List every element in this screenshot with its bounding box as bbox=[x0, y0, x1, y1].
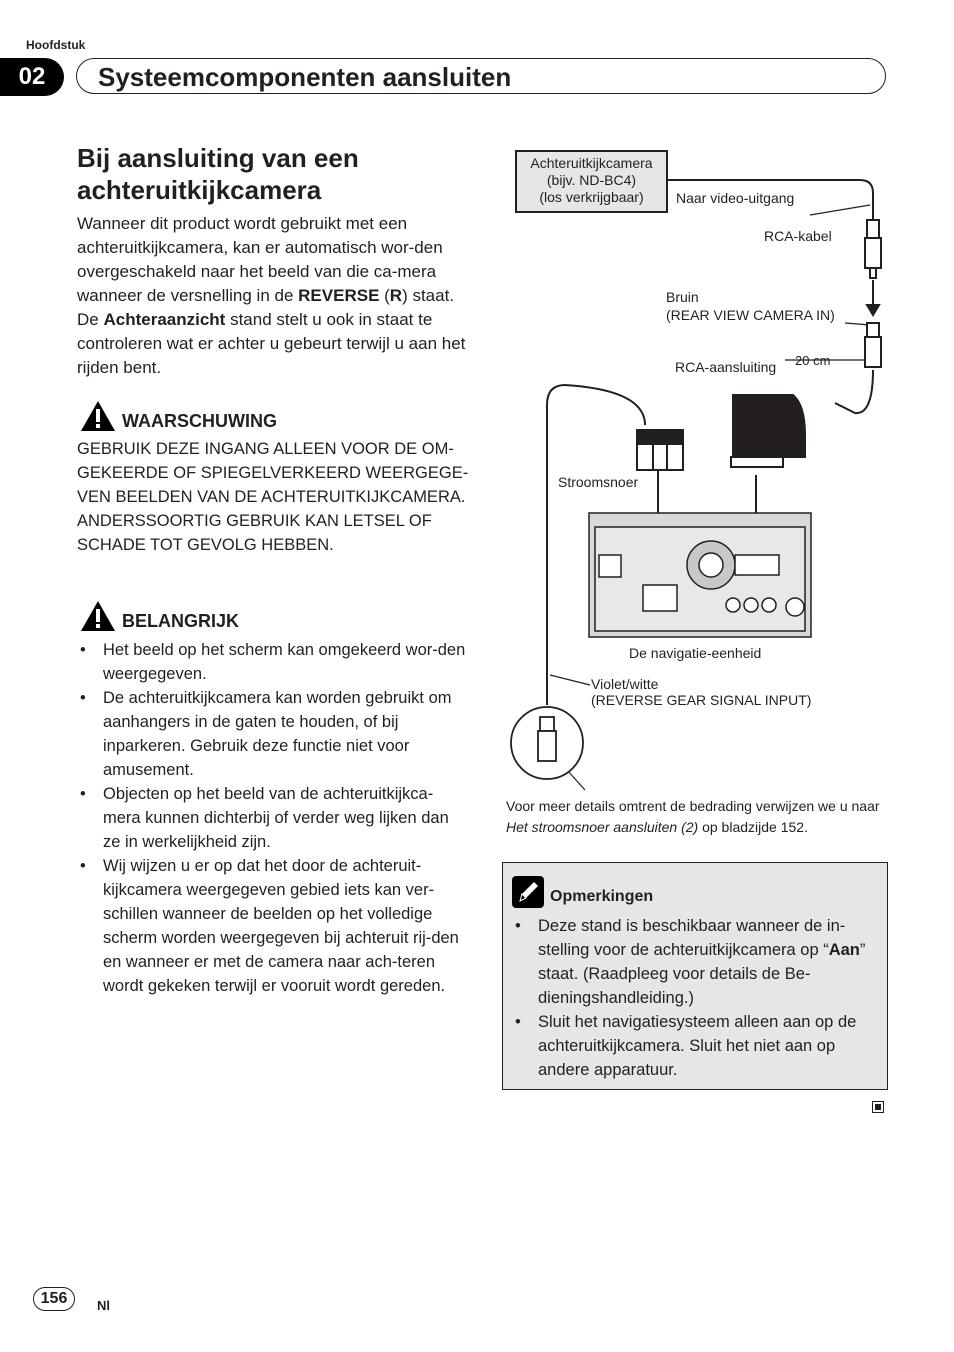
note-text: ” staat. (Raadpleeg voor details de Be-dieningshandleiding.) bbox=[538, 941, 866, 1007]
intro-text: ) staat. De bbox=[77, 286, 455, 329]
chapter-number: 02 bbox=[0, 58, 64, 96]
notes-list bbox=[512, 914, 878, 1082]
navigation-unit-icon bbox=[589, 513, 811, 637]
chapter-title: Systeemcomponenten aansluiten bbox=[98, 62, 512, 92]
caption-reference: Het stroomsnoer aansluiten (2) bbox=[506, 819, 699, 835]
chapter-label: Hoofdstuk bbox=[26, 38, 86, 52]
brown-wire-label: Bruin bbox=[666, 289, 699, 305]
caption-text: op bladzijde 152. bbox=[698, 819, 808, 835]
caption-text: Voor meer details omtrent de bedrading verwijzen we u naar bbox=[506, 798, 880, 814]
important-heading bbox=[80, 600, 239, 632]
camera-label: Achteruitkijkcamera bbox=[530, 155, 653, 171]
navigation-unit-label: De navigatie-eenheid bbox=[629, 645, 762, 661]
wiring-diagram bbox=[505, 145, 895, 795]
rear-camera-box bbox=[515, 150, 668, 213]
end-of-section-icon bbox=[872, 1101, 884, 1113]
rca-jack-label: RCA-aansluiting bbox=[675, 359, 777, 375]
list-item bbox=[512, 914, 878, 1010]
gear-letter: R bbox=[389, 286, 403, 305]
page-number: 156 bbox=[33, 1287, 75, 1311]
video-out-label: Naar video-uitgang bbox=[676, 190, 795, 206]
list-item: • Het beeld op het scherm kan omgekeerd wor-den weergegeven. bbox=[77, 638, 469, 686]
power-cord-label: Stroomsnoer bbox=[558, 474, 639, 490]
section-title-line: achteruitkijkcamera bbox=[77, 175, 322, 205]
camera-label: (los verkrijgbaar) bbox=[539, 189, 644, 205]
warning-heading bbox=[80, 400, 277, 432]
warning-triangle-icon bbox=[80, 400, 116, 432]
language-code: Nl bbox=[97, 1298, 110, 1313]
violet-wire-label: Violet/witte bbox=[591, 676, 659, 692]
cable-length-label: 20 cm bbox=[795, 353, 831, 368]
intro-paragraph bbox=[77, 212, 469, 380]
warning-text: GEBRUIK DEZE INGANG ALLEEN VOOR DE OM-GEKEERDE OF SPIEGELVERKEERD WEERGEGE-VEN BEELDEN VAN DE ACHTERUITKIJKCAMERA. ANDERSSOORTIG GEBRUIK KAN LETSEL OF SCHADE TOT GEVOLG HEBBEN. bbox=[77, 440, 469, 554]
intro-text: stand stelt u ook in staat te controleren wat er achter u gebeurt terwijl u aan het rijden bent. bbox=[77, 310, 466, 377]
reverse-term: REVERSE bbox=[298, 286, 380, 305]
intro-text: ( bbox=[379, 286, 390, 305]
list-item: • De achteruitkijkcamera kan worden gebruikt om aanhangers in de gaten te houden, of bij inparkeren. Gebruik deze functie niet voor amusement. bbox=[77, 686, 469, 782]
rear-view-term: Achteraanzicht bbox=[103, 310, 226, 329]
intro-text: Wanneer dit product wordt gebruikt met een achteruitkijkcamera, kan er automatisch wor-den overgeschakeld naar het beeld van die ca-mera wanneer de versnelling in de bbox=[77, 214, 443, 305]
diagram-caption bbox=[506, 796, 891, 838]
section-title-line: Bij aansluiting van een bbox=[77, 143, 359, 173]
important-list bbox=[77, 638, 469, 998]
warning-heading-text: WAARSCHUWING bbox=[122, 411, 277, 431]
camera-label: (bijv. ND-BC4) bbox=[546, 172, 637, 188]
list-item: • Objecten op het beeld van de achteruitkijkca-mera kunnen dichterbij of verder weg lijken dan ze in werkelijkheid zijn. bbox=[77, 782, 469, 854]
pencil-icon bbox=[512, 876, 544, 908]
warning-triangle-icon bbox=[80, 600, 116, 632]
brown-wire-label: (REAR VIEW CAMERA IN) bbox=[666, 307, 835, 323]
section-title bbox=[77, 142, 477, 206]
list-item: • Sluit het navigatiesysteem alleen aan op de achteruitkijkcamera. Sluit het niet aan op andere apparatuur. bbox=[512, 1010, 878, 1082]
reverse-signal-plug-icon bbox=[511, 707, 583, 779]
important-heading-text: BELANGRIJK bbox=[122, 611, 240, 631]
rca-cable-label: RCA-kabel bbox=[764, 228, 832, 244]
violet-wire-label: (REVERSE GEAR SIGNAL INPUT) bbox=[591, 692, 812, 708]
notes-heading bbox=[512, 876, 653, 908]
list-item: • Wij wijzen u er op dat het door de achteruit-kijkcamera weergegeven gebied iets kan ver-schillen wanneer de beelden op het volledige scherm worden weergegeven bij achteruit rij-den en wanneer er met de camera naar ach-teren wordt gekeken terwijl er vooruit wordt gereden. bbox=[77, 854, 469, 998]
note-text: Deze stand is beschikbaar wanneer de in-stelling voor de achteruitkijkcamera op “ bbox=[538, 917, 846, 959]
notes-heading-text: Opmerkingen bbox=[550, 888, 654, 905]
setting-value: Aan bbox=[828, 941, 860, 959]
